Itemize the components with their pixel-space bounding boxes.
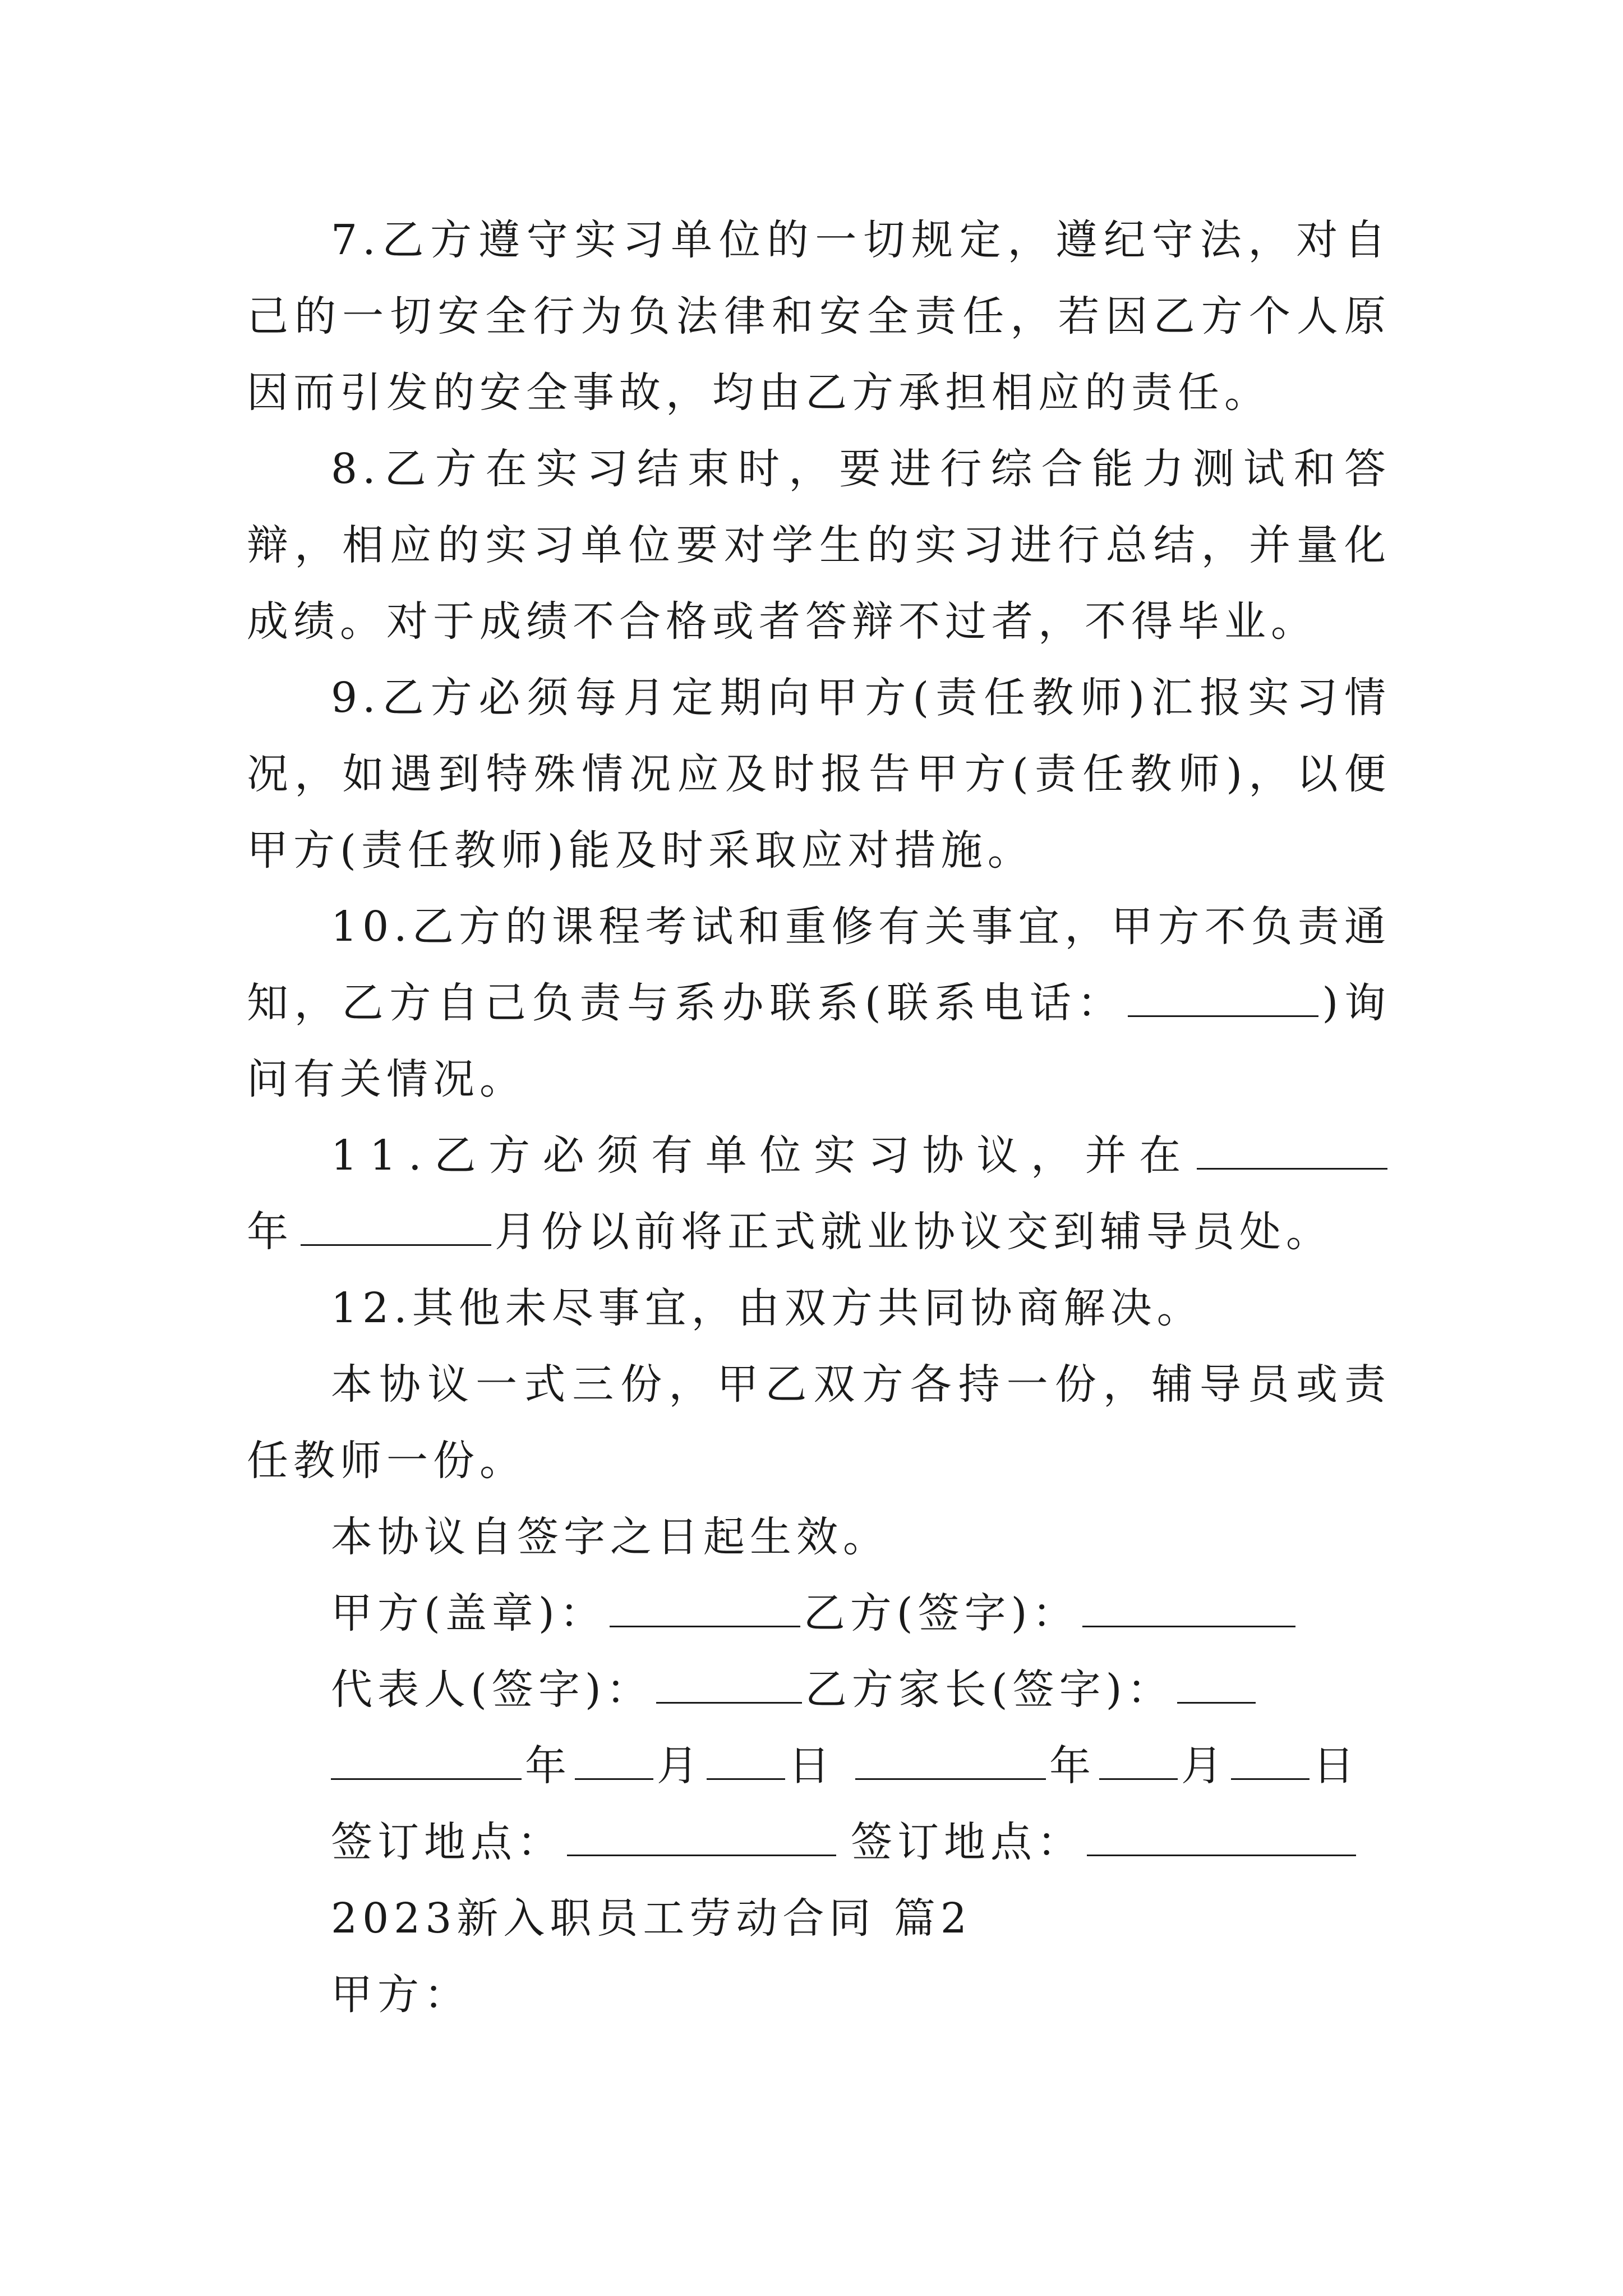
signature-row-2 — [247, 1651, 1391, 1728]
document-page — [247, 202, 1391, 2033]
date-a-day-label: 日 — [789, 1742, 835, 1790]
effective-statement: 本协议自签字之日起生效。 — [331, 1513, 889, 1561]
clause-10-text-b: )询问有关情况。 — [247, 979, 1391, 1103]
parent-sign-blank — [1177, 1663, 1256, 1704]
next-section-title: 2023新入职员工劳动合同 篇2 — [331, 1894, 972, 1943]
clause-9: 9.乙方必须每月定期向甲方(责任教师)汇报实习情况，如遇到特殊情况应及时报告甲方(责任教师)，以便甲方(责任教师)能及时采取应对措施。 — [247, 674, 1391, 875]
date-a-month-label: 月 — [657, 1742, 703, 1790]
date-a-month-blank — [575, 1739, 653, 1780]
date-b-year-label: 年 — [1049, 1742, 1096, 1790]
clause-11 — [247, 1117, 1391, 1270]
date-a-year-blank — [331, 1739, 522, 1780]
signature-row-1 — [247, 1575, 1391, 1651]
clause-12: 12.其他未尽事宜，由双方共同协商解决。 — [331, 1284, 1204, 1332]
rep-sign-label: 代表人(签字)： — [331, 1665, 653, 1714]
date-b-day-blank — [1231, 1739, 1310, 1780]
clause-7: 7.乙方遵守实习单位的一切规定，遵纪守法，对自己的一切安全行为负法律和安全责任，若因乙方个人原因而引发的安全事故，均由乙方承担相应的责任。 — [247, 216, 1391, 417]
copies-statement: 本协议一式三份，甲乙双方各持一份，辅导员或责任教师一份。 — [247, 1360, 1391, 1485]
party-b-sign-label: 乙方(签字)： — [803, 1589, 1079, 1637]
party-a-seal-blank — [610, 1586, 800, 1627]
date-b-month-blank — [1099, 1739, 1178, 1780]
party-a-seal-label: 甲方(盖章)： — [331, 1589, 606, 1637]
date-b-month-label: 月 — [1181, 1742, 1228, 1790]
date-b-day-label: 日 — [1313, 1742, 1359, 1790]
party-b-sign-blank — [1082, 1586, 1295, 1627]
rep-sign-blank — [656, 1663, 802, 1704]
place-b-label: 签订地点： — [851, 1818, 1083, 1866]
parent-sign-label: 乙方家长(签字)： — [805, 1665, 1174, 1714]
clause-11-text-b: 年 — [247, 1208, 301, 1256]
month-blank — [301, 1205, 491, 1246]
date-b-year-blank — [855, 1739, 1046, 1780]
place-a-blank — [567, 1815, 836, 1856]
clause-11-text-a: 11.乙方必须有单位实习协议，并在 — [331, 1131, 1193, 1180]
phone-blank — [1128, 976, 1318, 1017]
clause-10-text-a: 10.乙方的课程考试和重修有关事宜，甲方不负责通知，乙方自己负责与系办联系(联系电话： — [247, 903, 1391, 1027]
clause-10 — [247, 889, 1391, 1117]
place-b-blank — [1087, 1815, 1356, 1856]
next-section-party-a: 甲方： — [331, 1971, 471, 2019]
date-a-day-blank — [707, 1739, 785, 1780]
place-a-label: 签订地点： — [331, 1818, 564, 1866]
clause-11-text-c: 月份以前将正式就业协议交到辅导员处。 — [495, 1208, 1332, 1256]
clause-8: 8.乙方在实习结束时，要进行综合能力测试和答辩，相应的实习单位要对学生的实习进行总结，并量化成绩。对于成绩不合格或者答辩不过者，不得毕业。 — [247, 445, 1391, 646]
year-blank — [1197, 1129, 1387, 1170]
date-row — [247, 1728, 1391, 1804]
date-a-year-label: 年 — [525, 1742, 571, 1790]
place-row — [247, 1804, 1391, 1880]
